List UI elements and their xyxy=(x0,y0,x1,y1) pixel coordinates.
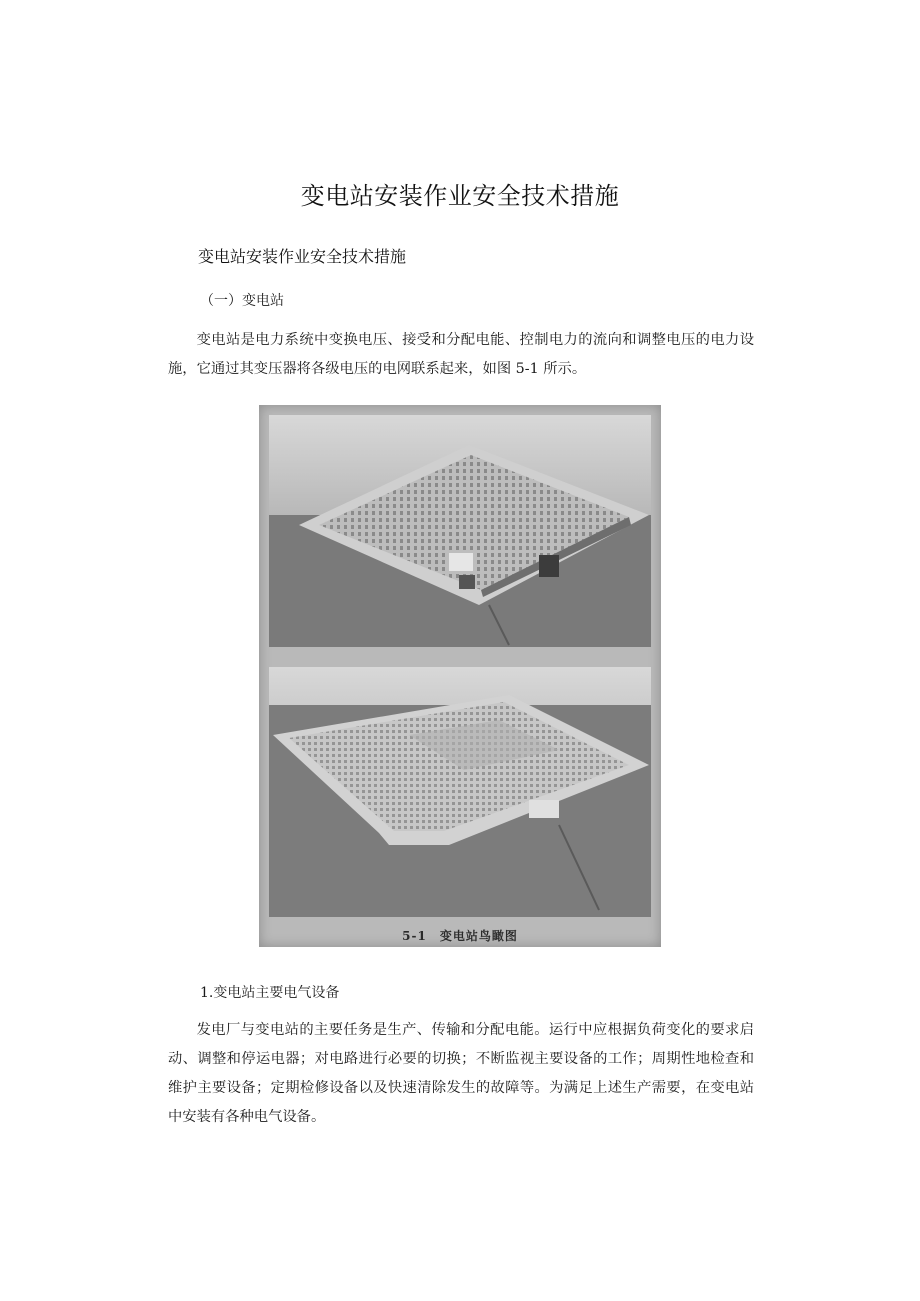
intro-paragraph: 变电站是电力系统中变换电压、接受和分配电能、控制电力的流向和调整电压的电力设施，它通过其变压器将各级电压的电网联系起来，如图 5-1 所示。 xyxy=(168,332,754,377)
document-subtitle: 变电站安装作业安全技术措施 xyxy=(198,247,407,266)
substation-aerial-photo xyxy=(259,405,661,947)
figure-caption: 5-1 变电站鸟瞰图 xyxy=(402,929,518,943)
document-title: 变电站安装作业安全技术措施 xyxy=(300,182,620,210)
section-heading: （一）变电站 xyxy=(200,293,284,309)
item-heading: 1.变电站主要电气设备 xyxy=(200,985,340,1001)
substation-aerial-figure xyxy=(259,405,661,947)
equipment-paragraph: 发电厂与变电站的主要任务是生产、传输和分配电能。运行中应根据负荷变化的要求启动、调整和停运电器；对电路进行必要的切换；不断监视主要设备的工作；周期性地检查和维护主要设备；定期检修设备以及快速清除发生的故障等。为满足上述生产需要，在变电站中安装有各种电气设备。 xyxy=(168,1022,754,1125)
